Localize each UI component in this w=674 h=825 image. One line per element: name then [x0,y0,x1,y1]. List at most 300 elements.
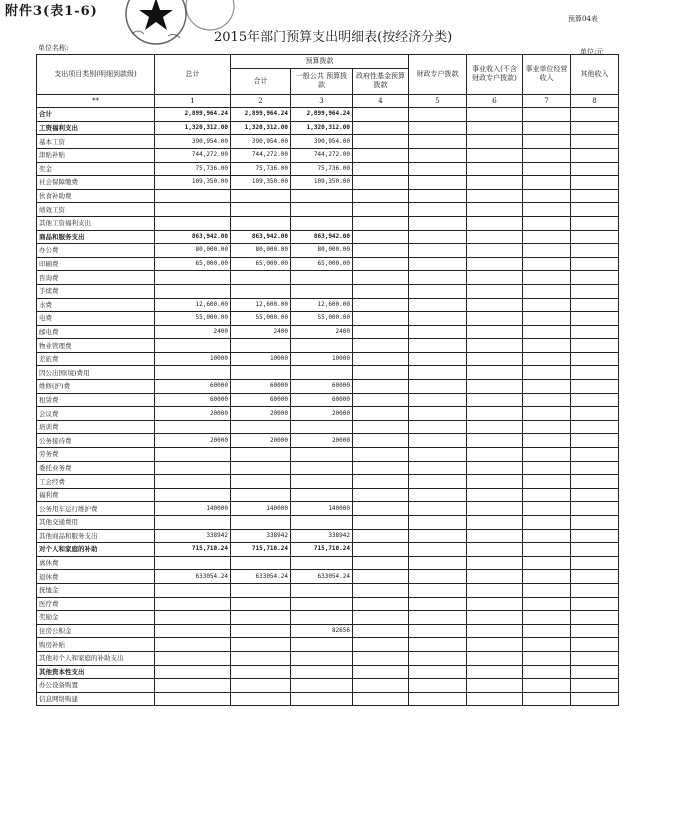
value-cell: 744,272.00 [155,148,231,162]
value-cell: 10000 [231,352,291,366]
row-label: 合计 [37,108,155,122]
row-label: 印刷费 [37,257,155,271]
value-cell [155,665,231,679]
value-cell [467,230,523,244]
value-cell: 60000 [155,393,231,407]
index-cell: 8 [571,94,619,108]
value-cell [571,583,619,597]
value-cell [571,461,619,475]
col-total: 总计 [155,55,231,95]
row-label: 手续费 [37,284,155,298]
row-label: 维修(护)费 [37,380,155,394]
value-cell [409,339,467,353]
value-cell: 715,710.24 [291,543,353,557]
row-label: 绩效工资 [37,203,155,217]
value-cell [409,203,467,217]
col-business: 事业收入(不含财政专户拨款) [467,55,523,95]
value-cell: 338942 [231,529,291,543]
value-cell [291,284,353,298]
value-cell [571,420,619,434]
value-cell: 2,899,964.24 [231,108,291,122]
value-cell [353,339,409,353]
value-cell: 140000 [231,502,291,516]
value-cell [409,257,467,271]
value-cell [155,271,231,285]
value-cell [409,121,467,135]
value-cell [353,162,409,176]
row-label: 咨询费 [37,271,155,285]
table-row [37,543,619,557]
value-cell [467,679,523,693]
value-cell [523,339,571,353]
value-cell [523,380,571,394]
row-label: 工资福利支出 [37,121,155,135]
value-cell [467,597,523,611]
value-cell [467,244,523,258]
value-cell [523,244,571,258]
budget-table [36,54,619,706]
value-cell [353,108,409,122]
value-cell [523,121,571,135]
value-cell [523,556,571,570]
row-label: 公务接待费 [37,434,155,448]
row-label: 因公出国(境)费用 [37,366,155,380]
value-cell [467,556,523,570]
value-cell [571,407,619,421]
value-cell: 390,954.00 [291,135,353,149]
value-cell: 80,000.00 [291,244,353,258]
value-cell [523,108,571,122]
value-cell [571,339,619,353]
value-cell [571,366,619,380]
value-cell [571,448,619,462]
value-cell [291,651,353,665]
value-cell: 55,000.00 [291,312,353,326]
value-cell [571,502,619,516]
value-cell [523,271,571,285]
value-cell [409,271,467,285]
value-cell [231,679,291,693]
value-cell: 390,954.00 [155,135,231,149]
value-cell: 12,600.00 [155,298,231,312]
value-cell [467,312,523,326]
value-cell [353,352,409,366]
table-row [37,651,619,665]
table-row [37,420,619,434]
value-cell [291,448,353,462]
value-cell [409,597,467,611]
value-cell [467,611,523,625]
value-cell: 109,350.00 [155,176,231,190]
value-cell [409,692,467,706]
index-cell: 4 [353,94,409,108]
value-cell [467,148,523,162]
value-cell [353,556,409,570]
value-cell [467,325,523,339]
table-row [37,298,619,312]
value-cell [523,597,571,611]
table-row [37,189,619,203]
value-cell [467,162,523,176]
row-label: 委托业务费 [37,461,155,475]
form-number: 预算04表 [568,15,598,23]
value-cell [467,448,523,462]
row-label: 其他工资福利支出 [37,216,155,230]
value-cell [571,298,619,312]
value-cell: 55,000.00 [155,312,231,326]
value-cell [155,556,231,570]
col-operating: 事业单位经营收入 [523,55,571,95]
row-label: 离休费 [37,556,155,570]
value-cell: 60000 [231,393,291,407]
value-cell [523,570,571,584]
value-cell [353,121,409,135]
value-cell: 744,272.00 [291,148,353,162]
row-label: 劳务费 [37,448,155,462]
value-cell [155,366,231,380]
value-cell [467,665,523,679]
value-cell [571,529,619,543]
value-cell [155,679,231,693]
value-cell [409,162,467,176]
value-cell: 2,899,964.24 [291,108,353,122]
value-cell [409,135,467,149]
value-cell [409,529,467,543]
value-cell: 55,000.00 [231,312,291,326]
value-cell [523,475,571,489]
value-cell [231,611,291,625]
row-label: 基本工资 [37,135,155,149]
value-cell [231,597,291,611]
row-label: 办公设备购置 [37,679,155,693]
value-cell [231,284,291,298]
value-cell [467,298,523,312]
value-cell [409,475,467,489]
value-cell [353,189,409,203]
value-cell [571,176,619,190]
value-cell: 140000 [291,502,353,516]
value-cell: 338942 [291,529,353,543]
value-cell [571,312,619,326]
value-cell [523,624,571,638]
value-cell [155,203,231,217]
value-cell [409,108,467,122]
table-row [37,434,619,448]
value-cell [467,488,523,502]
row-label: 福利费 [37,488,155,502]
value-cell [571,284,619,298]
value-cell [409,543,467,557]
value-cell: 75,736.00 [155,162,231,176]
table-row [37,366,619,380]
value-cell [467,216,523,230]
table-row [37,203,619,217]
value-cell [353,692,409,706]
table-row [37,597,619,611]
value-cell [155,488,231,502]
value-cell [155,651,231,665]
value-cell [353,570,409,584]
value-cell [353,420,409,434]
value-cell [523,230,571,244]
index-cell: 7 [523,94,571,108]
value-cell [291,366,353,380]
value-cell [571,244,619,258]
value-cell [571,651,619,665]
value-cell [231,189,291,203]
value-cell [571,162,619,176]
value-cell [231,475,291,489]
value-cell [523,583,571,597]
table-row [37,244,619,258]
table-row [37,135,619,149]
value-cell [467,543,523,557]
currency-unit-label: 单位:元 [580,48,604,56]
value-cell [467,380,523,394]
value-cell [409,380,467,394]
value-cell [291,475,353,489]
table-row [37,352,619,366]
row-label: 办公费 [37,244,155,258]
value-cell [155,284,231,298]
value-cell [571,135,619,149]
value-cell: 20000 [155,434,231,448]
value-cell [409,298,467,312]
value-cell [467,393,523,407]
value-cell [409,665,467,679]
value-cell [523,665,571,679]
value-cell [353,135,409,149]
value-cell [155,516,231,530]
row-label: 差旅费 [37,352,155,366]
table-row [37,257,619,271]
value-cell: 633054.24 [155,570,231,584]
index-cell: 1 [155,94,231,108]
table-row [37,407,619,421]
row-label: 购房补贴 [37,638,155,652]
value-cell [291,203,353,217]
value-cell [571,108,619,122]
value-cell [523,189,571,203]
row-label: 会议费 [37,407,155,421]
value-cell [155,624,231,638]
value-cell [231,516,291,530]
value-cell [409,176,467,190]
row-label: 物业管理费 [37,339,155,353]
value-cell [523,257,571,271]
value-cell [231,448,291,462]
index-cell: ** [37,94,155,108]
row-label: 对个人和家庭的补助 [37,543,155,557]
value-cell [571,434,619,448]
value-cell [291,665,353,679]
table-row [37,312,619,326]
value-cell [291,556,353,570]
value-cell [353,679,409,693]
value-cell [571,624,619,638]
value-cell [571,325,619,339]
index-cell: 5 [409,94,467,108]
value-cell [409,556,467,570]
value-cell [231,692,291,706]
table-row [37,665,619,679]
value-cell: 140000 [155,502,231,516]
value-cell [523,325,571,339]
col-item: 支出项目类别(明细到款级) [37,55,155,95]
col-budget-sum: 合计 [231,68,291,94]
value-cell [291,461,353,475]
value-cell [571,488,619,502]
value-cell: 715,710.24 [155,543,231,557]
value-cell [571,257,619,271]
value-cell: 65,000.00 [291,257,353,271]
page-title: 2015年部门预算支出明细表(按经济分类) [214,30,453,45]
value-cell [291,638,353,652]
value-cell [353,597,409,611]
table-row [37,148,619,162]
value-cell [291,339,353,353]
value-cell [409,638,467,652]
value-cell [155,597,231,611]
value-cell: 109,350.00 [231,176,291,190]
value-cell [409,407,467,421]
value-cell [467,352,523,366]
value-cell [231,583,291,597]
value-cell [523,298,571,312]
value-cell [353,434,409,448]
value-cell [353,448,409,462]
table-row [37,638,619,652]
value-cell [353,298,409,312]
value-cell [353,393,409,407]
value-cell [353,543,409,557]
table-row [37,488,619,502]
value-cell [571,543,619,557]
row-label: 抚恤金 [37,583,155,597]
value-cell [353,257,409,271]
table-row [37,475,619,489]
value-cell [353,230,409,244]
row-label: 租赁费 [37,393,155,407]
value-cell [231,420,291,434]
value-cell [409,148,467,162]
table-row [37,448,619,462]
value-cell [571,611,619,625]
value-cell: 20000 [291,407,353,421]
table-row [37,611,619,625]
value-cell [571,380,619,394]
value-cell [467,529,523,543]
value-cell: 1,320,312.00 [231,121,291,135]
row-label: 伙食补助费 [37,189,155,203]
annex-label: 附件3(表1-6) [5,4,98,19]
value-cell [571,679,619,693]
value-cell [467,624,523,638]
value-cell [353,366,409,380]
value-cell [155,420,231,434]
value-cell: 10000 [291,352,353,366]
table-row [37,692,619,706]
value-cell [523,651,571,665]
value-cell: 2,899,964.24 [155,108,231,122]
value-cell: 863,942.00 [155,230,231,244]
row-label: 津贴补贴 [37,148,155,162]
value-cell: 20000 [231,407,291,421]
table-row [37,325,619,339]
table-row [37,271,619,285]
table-row [37,108,619,122]
value-cell [467,121,523,135]
value-cell: 863,942.00 [231,230,291,244]
value-cell [467,284,523,298]
value-cell [409,366,467,380]
value-cell [523,216,571,230]
table-row [37,570,619,584]
value-cell [523,135,571,149]
table-row [37,624,619,638]
value-cell: 12,600.00 [231,298,291,312]
value-cell [467,135,523,149]
table-row [37,339,619,353]
value-cell [155,475,231,489]
value-cell [523,352,571,366]
value-cell [353,475,409,489]
row-label: 住房公积金 [37,624,155,638]
table-row [37,583,619,597]
value-cell [467,420,523,434]
value-cell [467,570,523,584]
value-cell [467,203,523,217]
value-cell [291,597,353,611]
value-cell [291,583,353,597]
row-label: 其他交通费用 [37,516,155,530]
value-cell [291,692,353,706]
value-cell [523,284,571,298]
value-cell: 80,000.00 [231,244,291,258]
value-cell [291,420,353,434]
table-row [37,502,619,516]
value-cell [523,461,571,475]
value-cell: 863,942.00 [291,230,353,244]
table-row [37,284,619,298]
table-row [37,461,619,475]
value-cell: 744,272.00 [231,148,291,162]
row-label: 信息网络购建 [37,692,155,706]
value-cell [523,679,571,693]
value-cell [409,570,467,584]
value-cell [231,556,291,570]
value-cell [467,407,523,421]
value-cell: 60000 [155,380,231,394]
value-cell [155,611,231,625]
col-general: 一般公共 预算拨款 [291,68,353,94]
value-cell [291,488,353,502]
row-label: 水费 [37,298,155,312]
value-cell: 12,600.00 [291,298,353,312]
value-cell: 20000 [291,434,353,448]
value-cell [409,312,467,326]
value-cell: 633054.24 [231,570,291,584]
value-cell [523,407,571,421]
value-cell [571,475,619,489]
value-cell [571,148,619,162]
value-cell [409,502,467,516]
value-cell [523,611,571,625]
value-cell [353,516,409,530]
row-label: 其他商品和服务支出 [37,529,155,543]
value-cell [353,325,409,339]
value-cell [353,461,409,475]
